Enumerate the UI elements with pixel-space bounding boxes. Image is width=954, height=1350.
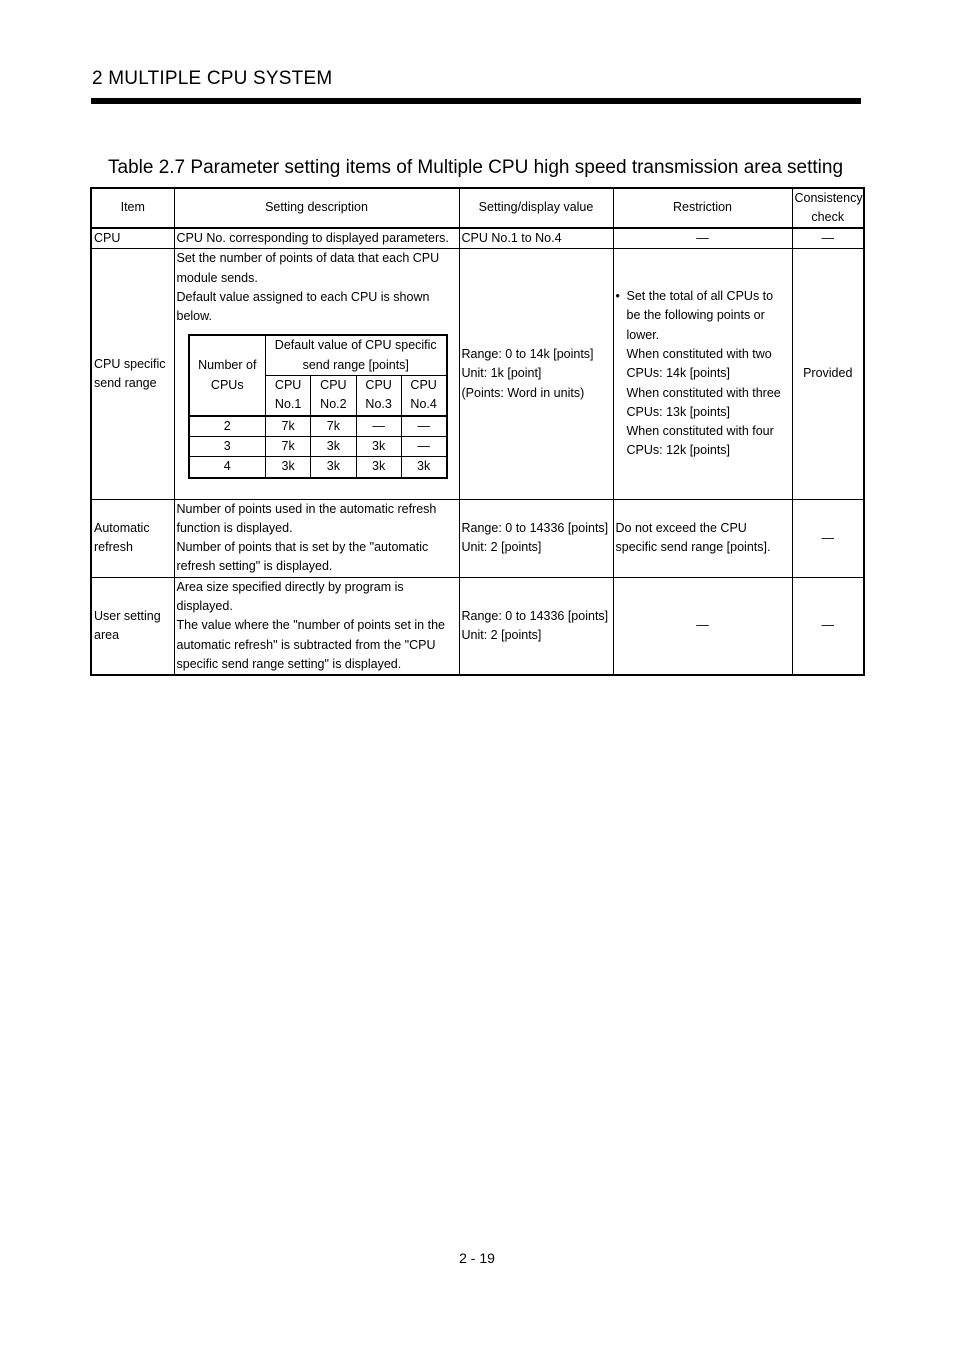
- cell-item: Automatic refresh: [91, 499, 174, 577]
- table-caption: Table 2.7 Parameter setting items of Multiple CPU high speed transmission area setting: [108, 157, 844, 178]
- header-rule: [91, 98, 861, 104]
- description-line: Number of points used in the automatic refresh function is displayed.: [176, 501, 437, 535]
- inner-cell: 3k: [356, 436, 401, 456]
- inner-header-cpu: CPU No.3: [356, 376, 401, 416]
- cell-value: [459, 499, 613, 577]
- cell-restriction: [613, 249, 792, 499]
- col-header-value: Setting/display value: [459, 188, 613, 228]
- cell-description: [174, 499, 459, 577]
- value-line: Range: 0 to 14336 [points]: [461, 608, 609, 623]
- inner-row: [189, 457, 447, 478]
- inner-cell: —: [401, 436, 446, 456]
- cell-description: [174, 577, 459, 675]
- inner-cell: —: [401, 416, 446, 437]
- value-line: Range: 0 to 14k [points]: [461, 346, 594, 361]
- inner-cell: 2: [189, 416, 266, 437]
- inner-cell: 7k: [266, 436, 311, 456]
- table-row: [91, 577, 864, 675]
- table-row: [91, 228, 864, 249]
- cell-item: User setting area: [91, 577, 174, 675]
- cell-value: [459, 249, 613, 499]
- inner-header-default: Default value of CPU specific send range [points]: [266, 335, 447, 375]
- restriction-line: When constituted with four CPUs: 12k [points]: [626, 424, 774, 458]
- inner-row: [189, 436, 447, 456]
- cell-value: CPU No.1 to No.4: [459, 228, 613, 249]
- description-line: Number of points that is set by the "automatic refresh setting" is displayed.: [176, 540, 429, 574]
- cell-item: CPU specific send range: [91, 249, 174, 499]
- cell-check: —: [792, 577, 864, 675]
- description-line: The value where the "number of points set in the automatic refresh" is subtracted from the "CPU specific send range setting" is displayed.: [176, 618, 445, 671]
- value-line: Unit: 2 [points]: [461, 627, 542, 642]
- inner-header-cpu: CPU No.4: [401, 376, 446, 416]
- inner-cell: 7k: [266, 416, 311, 437]
- cell-restriction: Do not exceed the CPU specific send range [points].: [613, 499, 792, 577]
- table-row: [91, 499, 864, 577]
- inner-cell: 3k: [266, 457, 311, 478]
- inner-header-number: Number of CPUs: [189, 335, 266, 415]
- restriction-line: Set the total of all CPUs to be the following points or lower.: [626, 289, 774, 342]
- table-row: [91, 249, 864, 499]
- inner-row: [189, 416, 447, 437]
- inner-cell: 7k: [311, 416, 356, 437]
- description-line: Area size specified directly by program is displayed.: [176, 579, 404, 614]
- page-number: 2 - 19: [459, 1250, 495, 1266]
- inner-cell: 3k: [401, 457, 446, 478]
- chapter-title: 2 MULTIPLE CPU SYSTEM: [92, 68, 333, 89]
- inner-cell: 3k: [356, 457, 401, 478]
- cell-item: CPU: [91, 228, 174, 249]
- cell-check: —: [792, 499, 864, 577]
- value-line: Unit: 1k [point]: [461, 366, 542, 381]
- inner-header-cpu: CPU No.2: [311, 376, 356, 416]
- inner-cell: 4: [189, 457, 266, 478]
- col-header-restriction: Restriction: [613, 188, 792, 228]
- cell-check: —: [792, 228, 864, 249]
- bullet-mark: •: [615, 289, 620, 304]
- inner-header-cpu: CPU No.1: [266, 376, 311, 416]
- restriction-line: When constituted with three CPUs: 13k [points]: [626, 385, 781, 419]
- cell-check: Provided: [792, 249, 864, 499]
- header-row: [91, 188, 864, 228]
- value-line: Range: 0 to 14336 [points]: [461, 520, 609, 535]
- cell-restriction: —: [613, 228, 792, 249]
- col-header-check: Consistency check: [792, 188, 864, 228]
- inner-cell: 3k: [311, 436, 356, 456]
- inner-cell: 3k: [311, 457, 356, 478]
- inner-cell: —: [356, 416, 401, 437]
- description-line: Set the number of points of data that each CPU module sends.: [176, 251, 440, 285]
- col-header-description: Setting description: [174, 188, 459, 228]
- parameter-table: [90, 187, 865, 676]
- default-values-table: [188, 334, 448, 478]
- value-line: (Points: Word in units): [461, 385, 585, 400]
- inner-cell: 3: [189, 436, 266, 456]
- value-line: Unit: 2 [points]: [461, 540, 542, 555]
- col-header-item: Item: [91, 188, 174, 228]
- cell-restriction: —: [613, 577, 792, 675]
- cell-description: CPU No. corresponding to displayed parameters.: [174, 228, 459, 249]
- cell-value: [459, 577, 613, 675]
- description-line: Default value assigned to each CPU is shown below.: [176, 289, 430, 324]
- cell-description: [174, 249, 459, 499]
- restriction-line: When constituted with two CPUs: 14k [points]: [626, 346, 772, 381]
